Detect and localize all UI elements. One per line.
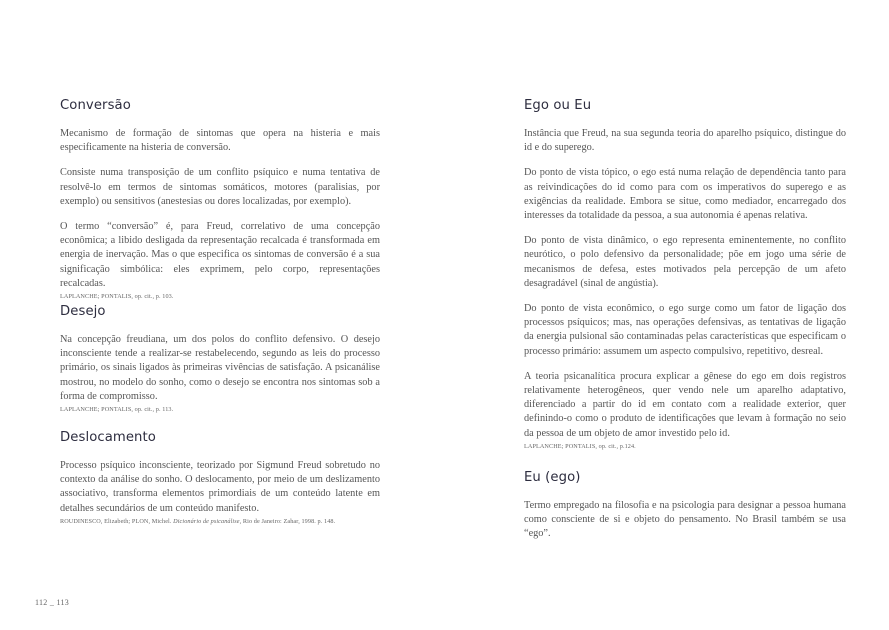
- entry-paragraph: Na concepção freudiana, um dos polos do conflito defensivo. O desejo inconsciente tende a realizar-se restabelecendo, segundo as leis do processo primário, os sinais ligados às primeiras vivências de satisfação. A psicanálise mostrou, no modelo do sonho, como o desejo se encontra nos sintomas sob a forma de compromisso.: [60, 334, 380, 402]
- entry-title: Conversão: [60, 98, 131, 113]
- entry-conversao: [60, 98, 380, 300]
- entry-deslocamento: [60, 430, 380, 525]
- reference-authors: ROUDINESCO, Elizabeth; PLON, Michel.: [60, 517, 174, 525]
- entry-paragraph: Termo empregado na filosofia e na psicologia para designar a pessoa humana como consciente de si e objeto do pensamento. No Brasil também se usa “ego”.: [524, 500, 846, 540]
- entry-paragraph: O termo “conversão” é, para Freud, correlativo de uma concepção econômica; a libido desligada da representação recalcada é transformada em energia de inervação. Mas o que especifica os sintomas de conversão é a sua significação simbólica: eles exprimem, pelo corpo, representações recalcadas.: [60, 221, 380, 289]
- entry-paragraph: Mecanismo de formação de sintomas que opera na histeria e mais especificamente na histeria de conversão.: [60, 128, 380, 154]
- entry-reference: LAPLANCHE; PONTALIS, op. cit., p. 103.: [60, 293, 174, 301]
- entry-reference: LAPLANCHE; PONTALIS, op. cit., p.124.: [524, 442, 636, 450]
- entry-paragraph: Do ponto de vista econômico, o ego surge como um fator de ligação dos processos psíquicos; mas, nas operações defensivas, as tentativas de ligação da energia pulsional são contaminadas pelas características que especificam o processo primário: assumem um aspecto compulsivo, repetitivo, desreal.: [524, 303, 846, 357]
- entry-paragraph: Consiste numa transposição de um conflito psíquico e numa tentativa de resolvê-lo em termos de sintomas somáticos, motores (paralisias, por exemplo) ou sensitivos (anestesias ou dores localizadas, por exemplo).: [60, 167, 380, 207]
- entry-paragraph: Do ponto de vista tópico, o ego está numa relação de dependência tanto para as reivindicações do id como para com os imperativos do superego e as exigências da realidade. Embora se situe, como mediador, encarregado dos interesses da totalidade da pessoa, a sua autonomia é apenas relativa.: [524, 167, 846, 222]
- page-numbers: 112 _ 113: [35, 598, 70, 607]
- entry-title: Ego ou Eu: [524, 98, 592, 113]
- entry-ego-ou-eu: [524, 98, 846, 450]
- entry-title: Eu (ego): [524, 470, 581, 485]
- reference-rest: , Rio de Janeiro: Zahar, 1998. p. 148.: [239, 517, 336, 525]
- entry-title: Deslocamento: [60, 430, 156, 445]
- entry-paragraph: Processo psíquico inconsciente, teorizado por Sigmund Freud sobretudo no contexto da análise do sonho. O deslocamento, por meio de um deslizamento associativo, transforma elementos primordiais de um conteúdo latente em detalhes secundários de um conteúdo manifesto.: [60, 460, 380, 514]
- entry-title: Desejo: [60, 304, 106, 319]
- entry-paragraph: A teoria psicanalítica procura explicar a gênese do ego em dois registros relativamente heterogêneos, quer vendo nele um aparelho adaptativo, diferenciado a partir do id em contato com a realidade exterior, quer definindo-o como o produto de identificações que levam à formação no seio da pessoa de um objeto de amor investido pelo id.: [524, 370, 846, 439]
- entry-reference: LAPLANCHE; PONTALIS, op. cit., p. 113.: [60, 406, 174, 414]
- entry-reference: [60, 518, 380, 525]
- entry-paragraph: Instância que Freud, na sua segunda teoria do aparelho psíquico, distingue do id e do superego.: [524, 128, 846, 154]
- entry-eu-ego: [524, 470, 846, 544]
- entry-desejo: [60, 304, 380, 413]
- entry-paragraph: Do ponto de vista dinâmico, o ego representa eminentemente, no conflito neurótico, o polo defensivo da personalidade; põe em jogo uma série de mecanismos de defesa, estes motivados pela percepção de um afeto desagradável (sinal de angústia).: [524, 235, 846, 289]
- reference-title: Dicionário de psicanálise: [173, 517, 240, 525]
